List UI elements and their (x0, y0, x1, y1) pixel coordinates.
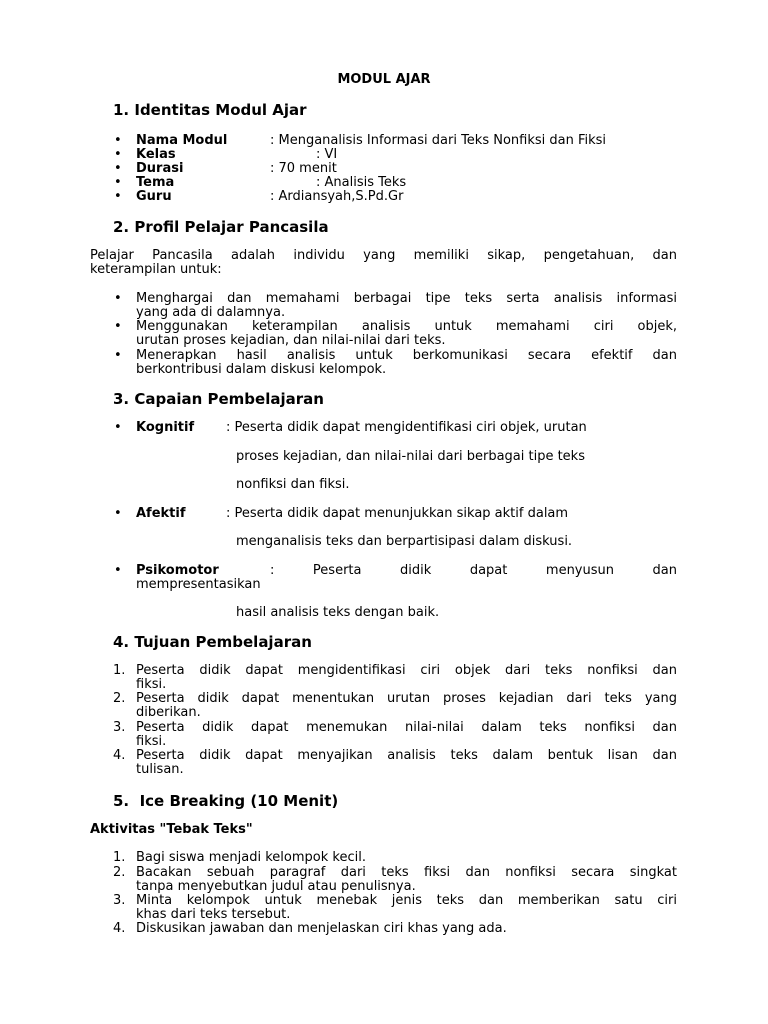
activity-step-2-line-1: Bacakan sebuah paragraf dari teks fiksi dan nonfiksi secara singkat (136, 865, 677, 880)
bullet: • (114, 161, 122, 176)
identity-label-tema: Tema (136, 175, 175, 190)
tujuan-item-1-line-2: fiksi. (136, 677, 167, 692)
list-number: 2. (113, 865, 126, 880)
section-2-heading: 2. Profil Pelajar Pancasila (113, 218, 329, 236)
section-4-heading: 4. Tujuan Pembelajaran (113, 633, 312, 651)
activity-step-4: Diskusikan jawaban dan menjelaskan ciri khas yang ada. (136, 921, 507, 936)
tujuan-item-3-line-2: fiksi. (136, 734, 167, 749)
section-1-heading: 1. Identitas Modul Ajar (113, 101, 307, 119)
activity-step-3-line-1: Minta kelompok untuk menebak jenis teks dan memberikan satu ciri (136, 893, 677, 908)
identity-label-durasi: Durasi (136, 161, 184, 176)
capaian-label-kognitif: Kognitif (136, 420, 195, 435)
bullet: • (114, 291, 122, 306)
bullet: • (114, 420, 122, 435)
capaian-label-afektif: Afektif (136, 506, 186, 521)
bullet: • (114, 563, 122, 578)
bullet: • (114, 189, 122, 204)
bullet: • (114, 175, 122, 190)
identity-value-kelas: : VI (316, 147, 338, 162)
capaian-label-psikomotor: Psikomotor (136, 563, 219, 578)
activity-title: Aktivitas "Tebak Teks" (90, 822, 253, 837)
tujuan-item-2-line-1: Peserta didik dapat menentukan urutan proses kejadian dari teks yang (136, 691, 677, 706)
section-5-heading: 5. Ice Breaking (10 Menit) (113, 792, 339, 810)
identity-label-guru: Guru (136, 189, 172, 204)
profil-item-3-line-2: berkontribusi dalam diskusi kelompok. (136, 362, 387, 377)
bullet: • (114, 147, 122, 162)
capaian-afektif-line-1: : Peserta didik dapat menunjukkan sikap aktif dalam (226, 506, 569, 521)
capaian-kognitif-line-3: nonfiksi dan fiksi. (236, 477, 350, 492)
capaian-kognitif-line-2: proses kejadian, dan nilai-nilai dari berbagai tipe teks (236, 449, 585, 464)
tujuan-item-3-line-1: Peserta didik dapat menemukan nilai-nilai dalam teks nonfiksi dan (136, 720, 677, 735)
document-title: MODUL AJAR (337, 72, 431, 87)
activity-step-3-line-2: khas dari teks tersebut. (136, 907, 291, 922)
identity-value-durasi: : 70 menit (270, 161, 337, 176)
list-number: 4. (113, 921, 126, 936)
profil-item-2-line-2: urutan proses kejadian, dan nilai-nilai dari teks. (136, 333, 446, 348)
profil-intro-line-1: Pelajar Pancasila adalah individu yang memiliki sikap, pengetahuan, dan (90, 248, 677, 263)
capaian-psikomotor-line-3: hasil analisis teks dengan baik. (236, 605, 440, 620)
profil-item-2-line-1: Menggunakan keterampilan analisis untuk memahami ciri objek, (136, 319, 677, 334)
tujuan-item-1-line-1: Peserta didik dapat mengidentifikasi ciri objek dari teks nonfiksi dan (136, 663, 677, 678)
tujuan-item-2-line-2: diberikan. (136, 705, 201, 720)
list-number: 2. (113, 691, 126, 706)
bullet: • (114, 319, 122, 334)
capaian-psikomotor-line-1: : Peserta didik dapat menyusun dan (270, 563, 677, 578)
profil-item-1-line-1: Menghargai dan memahami berbagai tipe teks serta analisis informasi (136, 291, 677, 306)
list-number: 3. (113, 720, 126, 735)
bullet: • (114, 506, 122, 521)
list-number: 1. (113, 663, 126, 678)
tujuan-item-4-line-2: tulisan. (136, 762, 184, 777)
identity-label-kelas: Kelas (136, 147, 176, 162)
capaian-psikomotor-line-2: mempresentasikan (136, 577, 261, 592)
profil-item-3-line-1: Menerapkan hasil analisis untuk berkomunikasi secara efektif dan (136, 348, 677, 363)
identity-value-nama-modul: : Menganalisis Informasi dari Teks Nonfiksi dan Fiksi (270, 133, 607, 148)
profil-item-1-line-2: yang ada di dalamnya. (136, 305, 286, 320)
identity-label-nama-modul: Nama Modul (136, 133, 228, 148)
identity-value-guru: : Ardiansyah,S.Pd.Gr (270, 189, 404, 204)
list-number: 1. (113, 850, 126, 865)
capaian-kognitif-line-1: : Peserta didik dapat mengidentifikasi ciri objek, urutan (226, 420, 587, 435)
section-3-heading: 3. Capaian Pembelajaran (113, 390, 324, 408)
bullet: • (114, 348, 122, 363)
list-number: 4. (113, 748, 126, 763)
activity-step-1: Bagi siswa menjadi kelompok kecil. (136, 850, 366, 865)
profil-intro-line-2: keterampilan untuk: (90, 262, 222, 277)
tujuan-item-4-line-1: Peserta didik dapat menyajikan analisis teks dalam bentuk lisan dan (136, 748, 677, 763)
capaian-afektif-line-2: menganalisis teks dan berpartisipasi dalam diskusi. (236, 534, 573, 549)
activity-step-2-line-2: tanpa menyebutkan judul atau penulisnya. (136, 879, 416, 894)
list-number: 3. (113, 893, 126, 908)
identity-value-tema: : Analisis Teks (316, 175, 407, 190)
bullet: • (114, 133, 122, 148)
